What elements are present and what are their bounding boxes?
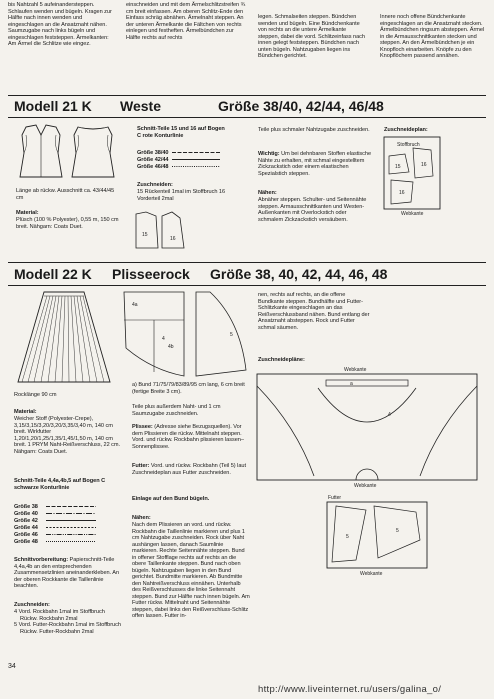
piece-label: 15 bbox=[395, 164, 401, 170]
piece-label: 5 bbox=[396, 528, 399, 534]
model22-zuschneiden-label: Zuschneiden: bbox=[14, 602, 50, 608]
vest-back-sketch bbox=[68, 125, 118, 180]
model21-material-label: Material: bbox=[16, 210, 39, 216]
model22-plissee: Plissee: (Adresse siehe Bezugsquellen). Vor dem Plissieren die rückw. Mittelnaht steppen. Vord. und rückw. Rockbahn plissieren lassen–Sonnenplissee. bbox=[132, 424, 244, 450]
model21-cutting-plan bbox=[383, 136, 441, 216]
list-item: 5 Vord. Futter-Rockbahn 1mal im Stoffbruch bbox=[14, 622, 121, 628]
model22-title: Modell 22 K bbox=[14, 266, 92, 282]
list-item: 4 Vord. Rockbahn 1mal im Stoffbruch bbox=[14, 609, 105, 615]
list-item: Rückw. Futter-Rockbahn 2mal bbox=[20, 628, 94, 635]
model21-wichtig: Wichtig: Um bei dehnbaren Stoffen elastische Nähte zu erhalten, mit schmal eingestelltem Zickzackstich oder einem elastischen Spezialstich steppen. bbox=[258, 151, 372, 177]
piece-label: 4 bbox=[388, 412, 391, 418]
model21-naehen-label: Nähen: bbox=[258, 190, 277, 196]
model22-length: Rocklänge 90 cm bbox=[14, 392, 57, 398]
plan-edge-label: Webkante bbox=[401, 211, 424, 217]
model22-size-line: Größe 42 bbox=[14, 518, 38, 524]
vest-front-sketch bbox=[16, 125, 66, 180]
model21-name: Weste bbox=[120, 98, 161, 114]
model21-pattern-pieces bbox=[134, 212, 186, 250]
model22-size-line: Größe 40 bbox=[14, 511, 38, 517]
top-text-col1: bis Nahtzahl 5 aufeinandersteppen. Schlaufen wenden und bügeln. Kragen zur Hälfte nach innen wenden und eingeschlagen an die Ansatznaht nähen. Saumzugabe nach links bügeln und eingeschlagen feststeppen. Ärmelkanten: Am Ärmel die Schlitze wie eingez. bbox=[8, 2, 112, 47]
model22-bund: a) Bund 71/75/79/83/89/95 cm lang, 6 cm breit (fertige Breite 3 cm). bbox=[132, 382, 245, 395]
model21-plan-label: Zuschneideplan: bbox=[384, 127, 428, 133]
model21-size-line: Größe 42/44 bbox=[137, 157, 169, 163]
piece-label: a bbox=[350, 381, 353, 387]
section-divider bbox=[8, 262, 486, 263]
model21-schnitt-label: Schnitt-Teile 15 und 16 auf Bogen C rote Konturlinie bbox=[137, 126, 225, 139]
model22-naehen: Nach dem Plissieren an vord. und rückw. Rockbahn die Taillenlinie markieren und plus 1 cm Nahtzugabe zuschneiden. Rock über Naht aushängen lassen, danach Saumlinie markieren. Rechte Seitennähte steppen. Bund in offener Stofflage rechts auf rechts an die obere Taillenkante steppen. Bund nach oben bügeln. Nahtzugaben liegen in den Bund gerichtet. Bundmitte markieren. Ab Bundmitte den Nahtreißverschluss einnähen. Unterhalb des Reißverschlusses die linke Seitennaht steppen. Bund zur Hälfte nach innen bügeln. Am Futter rückw. Mittelnaht und Seitennähte steppen, dabei links den Reißverschluss-Schlitz offen lassen. Futter in- bbox=[132, 522, 250, 619]
plan-edge-label: Stoffbruch bbox=[397, 142, 420, 148]
model22-zuschneiden-list bbox=[14, 609, 124, 635]
model22-cutting-plan-fabric bbox=[256, 366, 478, 489]
piece-label: 4b bbox=[168, 344, 174, 350]
model21-zuschneiden: 15 Rückenteil 1mal im Stoffbruch 16 Vorderteil 2mal bbox=[137, 189, 226, 202]
piece-label: 4 bbox=[162, 336, 165, 342]
model21-material: Plüsch (100 % Polyester), 0,55 m, 150 cm breit. Nähgarn: Coats Duet. bbox=[16, 217, 119, 230]
plan-edge-label: Webkante bbox=[344, 367, 367, 373]
piece-label: 16 bbox=[399, 190, 405, 196]
model22-plan-label: Zuschneidepläne: bbox=[258, 357, 305, 363]
list-item: Rückw. Rockbahn 2mal bbox=[20, 615, 78, 622]
model21-naehen: Abnäher steppen. Schulter- und Seitennähte steppen. Armausschnittkanten und Westen-Außenkanten mit Overlockstich oder schmalem Zickzackstich versäubern. bbox=[258, 197, 367, 223]
model22-material-label: Material: bbox=[14, 409, 37, 415]
section-divider bbox=[8, 285, 486, 286]
piece-label: 16 bbox=[421, 162, 427, 168]
piece-label: 5 bbox=[230, 332, 233, 338]
model22-size-line: Größe 48 bbox=[14, 539, 38, 545]
model21-title: Modell 21 K bbox=[14, 98, 92, 114]
piece-label: 15 bbox=[142, 232, 148, 238]
piece-label: 16 bbox=[170, 236, 176, 242]
model22-pattern-pieces bbox=[122, 290, 250, 380]
model22-futter: Futter: Vord. und rückw. Rockbahn (Teil 5) laut Zuschneideplan aus Futter zuschneiden. bbox=[132, 463, 246, 476]
model22-name: Plisseerock bbox=[112, 266, 190, 282]
top-text-col3: legen. Schmalseiten steppen. Bündchen wenden und bügeln. Eine Bündchenkante von rechts an die untere Ärmelkante steppen, dabei die vord. Schlitzeinfass nach innen gelegt feststeppen. Bündchen nach unten bügeln. Nahtzugaben liegen ins Bündchen gerichtet. bbox=[258, 14, 365, 59]
piece-label: 4a bbox=[132, 302, 138, 308]
model21-zuschneiden-label: Zuschneiden: bbox=[137, 182, 173, 188]
top-text-col4: Innere noch offene Bündchenkante eingeschlagen an die Ansatznaht stecken. Ärmelbündchen ringsum absteppen. Ärmel in die Armausschnittkanten stecken und steppen. An den Ärmelbündchen je ein Knopfloch einarbeiten. Knöpfe zu den Knopflöchern passend annähen. bbox=[380, 14, 485, 59]
section-divider bbox=[8, 95, 486, 96]
watermark-url: http://www.liveinternet.ru/users/galina_o/ bbox=[258, 684, 442, 695]
model22-schnitt-label: Schnitt-Teile 4,4a,4b,5 auf Bogen C schwarze Konturlinie bbox=[14, 478, 106, 491]
model22-material: Weicher Stoff (Polyester-Crepe), 3,15/3,15/3,20/3,20/3,35/3,40 m, 140 cm breit. Wirkfutter 1,20/1,20/1,25/1,35/1,45/1,50 m, 140 cm breit. 1 PRYM Naht-Reißverschluss, 22 cm. Nähgarn: Coats Duet. bbox=[14, 416, 121, 455]
model22-naehen-label: Nähen: bbox=[132, 515, 151, 521]
piece-label: 5 bbox=[346, 534, 349, 540]
model22-einlage: Einlage auf den Bund bügeln. bbox=[132, 496, 210, 502]
model21-length: Länge ab rückw. Ausschnitt ca. 43/44/45 cm bbox=[16, 188, 115, 201]
model22-cutting-plan-lining bbox=[326, 496, 430, 576]
page-number: 34 bbox=[8, 663, 16, 670]
model22-vorbereitung: Schnittvorbereitung: Papierschnitt-Teile 4,4a,4b an den entsprechenden Zusammensetzlinien aneinanderkleben. An der oberen Rockkante die Taillenlinie beachten. bbox=[14, 557, 120, 589]
model22-size-line: Größe 38 bbox=[14, 504, 38, 510]
model21-size-line: Größe 38/40 bbox=[137, 150, 169, 156]
pleated-skirt-sketch bbox=[14, 290, 114, 386]
plan-lining-label: Futter bbox=[328, 495, 342, 501]
section-divider bbox=[8, 117, 486, 118]
plan-edge-label: Webkante bbox=[360, 571, 383, 577]
model21-sizes: Größe 38/40, 42/44, 46/48 bbox=[218, 98, 384, 114]
model22-col3: nen, rechts auf rechts, an die offene Bundkante steppen. Bundhälfte und Futter-Schlitzkante eingeschlagen an das Reißverschlussband nähen. Bund entlang der Ansatznaht absteppen. Rock und Futter schmal säumen. bbox=[258, 292, 370, 331]
model21-col3: Teile plus schmaler Nahtzugabe zuschneiden. bbox=[258, 127, 370, 133]
model22-size-line: Größe 44 bbox=[14, 525, 38, 531]
model22-zugabe: Teile plus außerdem Naht- und 1 cm Saumzugabe zuschneiden. bbox=[132, 404, 221, 417]
top-text-col2: einschneiden und mit dem Ärmelschlitzstreifen ¾ cm breit einfassen. Am oberen Schlitz-Ende den Einfass schräg abnähen. Ärmelnaht steppen. An der unteren Ärmelkante die Fältchen von rechts einlegen und festheften. Ärmelbündchen zur Hälfte rechts auf rechts bbox=[126, 2, 246, 41]
model22-sizes: Größe 38, 40, 42, 44, 46, 48 bbox=[210, 266, 388, 282]
model21-size-line: Größe 46/48 bbox=[137, 164, 169, 170]
plan-edge-label: Webkante bbox=[354, 483, 377, 489]
model22-size-line: Größe 46 bbox=[14, 532, 38, 538]
